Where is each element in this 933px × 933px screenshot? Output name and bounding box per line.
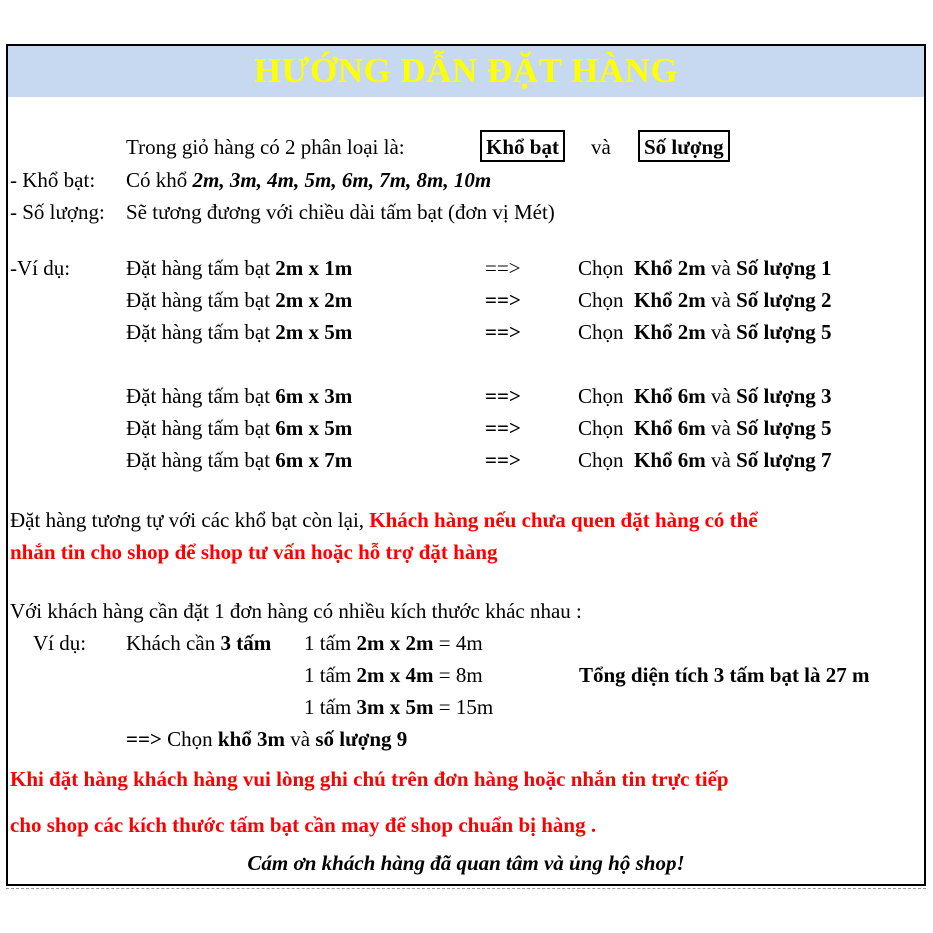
category-box-so-luong: Số lượng: [638, 130, 730, 162]
example-order: Đặt hàng tấm bạt 6m x 5m: [126, 416, 353, 440]
kho-bat-values: Có khổ 2m, 3m, 4m, 5m, 6m, 7m, 8m, 10m: [126, 168, 492, 192]
example-arrow: ==>: [485, 384, 521, 408]
page-title: HƯỚNG DẪN ĐẶT HÀNG: [253, 51, 679, 90]
note-line-2: cho shop các kích thước tấm bạt cần may để shop chuẩn bị hàng .: [10, 813, 597, 837]
example-arrow: ==>: [485, 448, 521, 472]
example-order: Đặt hàng tấm bạt 2m x 1m: [126, 256, 353, 280]
guide-panel: [6, 44, 926, 886]
kho-bat-label: - Khổ bạt:: [10, 168, 96, 192]
multi-need: Khách cần 3 tấm: [126, 631, 272, 655]
example-order: Đặt hàng tấm bạt 2m x 5m: [126, 320, 353, 344]
intro-conj: và: [591, 135, 611, 159]
example-choice: Chọn Khổ 6m và Số lượng 7: [578, 448, 832, 472]
category-box-kho-bat: Khổ bạt: [480, 130, 565, 162]
note-line-1: Khi đặt hàng khách hàng vui lòng ghi chú trên đơn hàng hoặc nhắn tin trực tiếp: [10, 767, 729, 791]
sheet-gridline: [6, 888, 926, 889]
example-choice: Chọn Khổ 6m và Số lượng 3: [578, 384, 832, 408]
multi-example-label: Ví dụ:: [33, 631, 87, 655]
example-label: -Ví dụ:: [10, 256, 71, 280]
example-order: Đặt hàng tấm bạt 6m x 3m: [126, 384, 353, 408]
title-banner: [8, 46, 924, 97]
example-choice: Chọn Khổ 6m và Số lượng 5: [578, 416, 832, 440]
example-order: Đặt hàng tấm bạt 6m x 7m: [126, 448, 353, 472]
similar-red-text: nhắn tin cho shop để shop tư vấn hoặc hỗ trợ đặt hàng: [10, 540, 498, 564]
example-arrow: ==>: [485, 416, 521, 440]
thanks-text: Cám ơn khách hàng đã quan tâm và ủng hộ shop!: [247, 851, 685, 875]
example-choice: Chọn Khổ 2m và Số lượng 1: [578, 256, 832, 280]
so-luong-text: Sẽ tương đương với chiều dài tấm bạt (đơn vị Mét): [126, 200, 555, 224]
example-choice: Chọn Khổ 2m và Số lượng 2: [578, 288, 832, 312]
multi-choice: ==> Chọn khổ 3m và số lượng 9: [126, 727, 408, 751]
example-arrow: ==>: [485, 256, 521, 280]
intro-text: Trong giỏ hàng có 2 phân loại là:: [126, 135, 405, 159]
example-arrow: ==>: [485, 288, 521, 312]
multi-item: 1 tấm 2m x 2m = 4m: [304, 631, 483, 655]
multi-item: 1 tấm 2m x 4m = 8m: [304, 663, 483, 687]
example-order: Đặt hàng tấm bạt 2m x 2m: [126, 288, 353, 312]
multi-item: 1 tấm 3m x 5m = 15m: [304, 695, 494, 719]
example-arrow: ==>: [485, 320, 521, 344]
multi-intro: Với khách hàng cần đặt 1 đơn hàng có nhiều kích thước khác nhau :: [10, 599, 582, 623]
so-luong-label: - Số lượng:: [10, 200, 105, 224]
multi-total: Tổng diện tích 3 tấm bạt là 27 m: [579, 663, 870, 687]
example-choice: Chọn Khổ 2m và Số lượng 5: [578, 320, 832, 344]
similar-text: Đặt hàng tương tự với các khổ bạt còn lại, Khách hàng nếu chưa quen đặt hàng có thể: [10, 508, 758, 532]
